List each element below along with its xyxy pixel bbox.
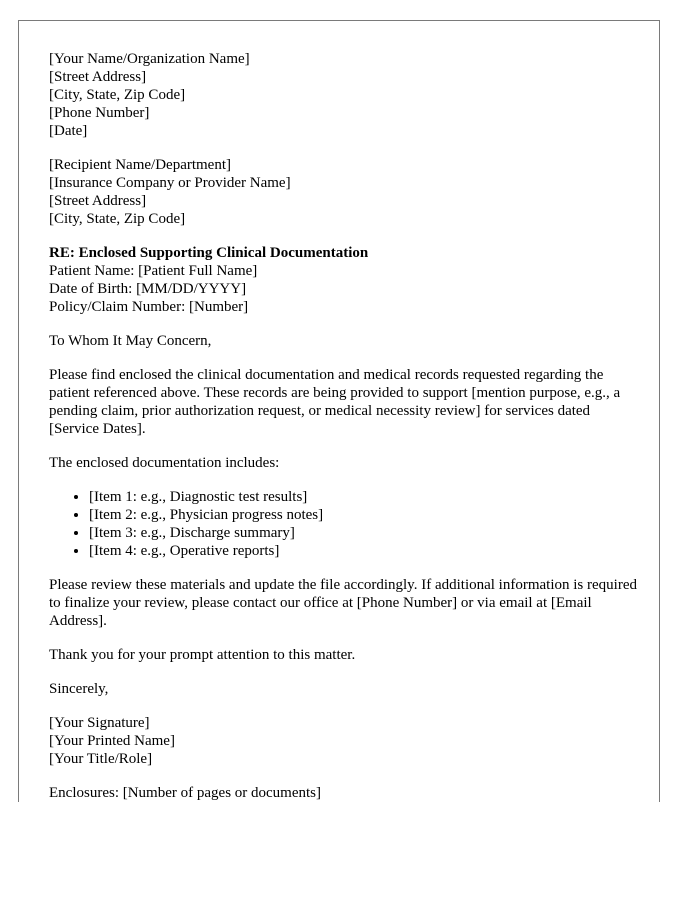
letter-date: [Date]: [49, 123, 88, 139]
enclosures-note: Enclosures: [Number of pages or documents]: [49, 785, 322, 801]
sender-city: [City, State, Zip Code]: [49, 87, 186, 103]
subject-line: RE: Enclosed Supporting Clinical Documentation: [49, 245, 369, 261]
letter-page: [18, 20, 660, 802]
recipient-name: [Recipient Name/Department]: [49, 157, 232, 173]
list-intro: The enclosed documentation includes:: [49, 455, 280, 471]
list-item: • [Item 4: e.g., Operative reports]: [89, 542, 639, 560]
recipient-address: [49, 156, 639, 228]
signature-line: [Your Signature]: [49, 715, 150, 731]
reference-block: [49, 244, 639, 316]
list-item: • [Item 1: e.g., Diagnostic test results]: [89, 488, 639, 506]
patient-dob: Date of Birth: [MM/DD/YYYY]: [49, 281, 247, 297]
list-item: • [Item 2: e.g., Physician progress notes]: [89, 506, 639, 524]
valediction: Sincerely,: [49, 681, 109, 697]
enclosure-list: [49, 488, 639, 560]
printed-name: [Your Printed Name]: [49, 733, 175, 749]
sender-address: [49, 50, 639, 140]
recipient-street: [Street Address]: [49, 193, 147, 209]
sender-street: [Street Address]: [49, 69, 147, 85]
body-paragraph-3: Thank you for your prompt attention to this matter.: [49, 647, 356, 663]
signature-block: [49, 714, 639, 768]
list-item: • [Item 3: e.g., Discharge summary]: [89, 524, 639, 542]
salutation: To Whom It May Concern,: [49, 333, 212, 349]
patient-name: Patient Name: [Patient Full Name]: [49, 263, 258, 279]
body-paragraph-1: Please find enclosed the clinical documentation and medical records requested regarding the patient referenced above. These records are being provided to support [mention purpose, e.g., a pending claim, prior authorization request, or medical necessity review] for services dated [Service Dates].: [49, 367, 621, 437]
body-paragraph-2: Please review these materials and update the file accordingly. If additional information is required to finalize your review, please contact our office at [Phone Number] or via email at [Email Address].: [49, 577, 637, 629]
policy-number: Policy/Claim Number: [Number]: [49, 299, 249, 315]
title-role: [Your Title/Role]: [49, 751, 153, 767]
recipient-city: [City, State, Zip Code]: [49, 211, 186, 227]
sender-name: [Your Name/Organization Name]: [49, 51, 250, 67]
sender-phone: [Phone Number]: [49, 105, 150, 121]
recipient-company: [Insurance Company or Provider Name]: [49, 175, 291, 191]
